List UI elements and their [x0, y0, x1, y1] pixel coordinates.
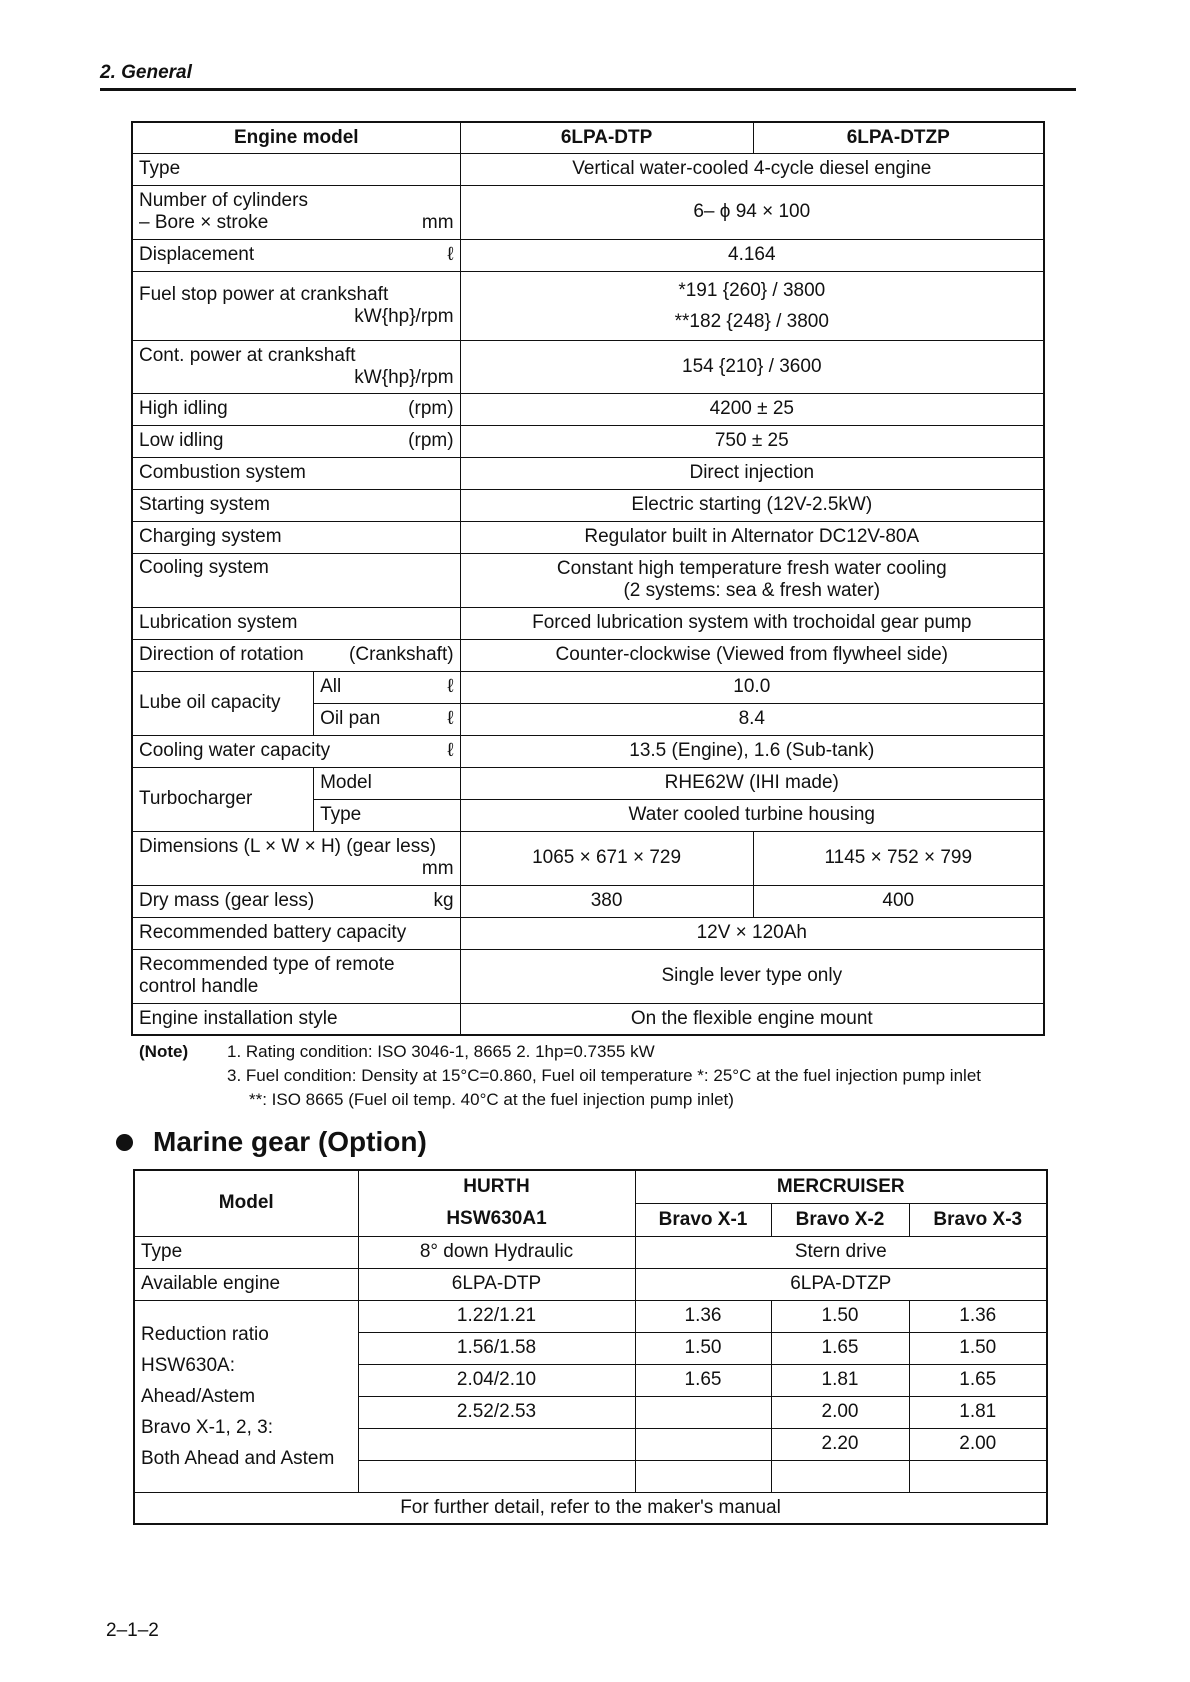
rotation-label-text: Direction of rotation — [139, 644, 304, 665]
fuel-stop-unit: kW{hp}/rpm — [354, 305, 454, 327]
cooling-water-label-text: Cooling water capacity — [139, 740, 331, 761]
ratio-cell: 1.81 — [771, 1364, 909, 1396]
dimensions-unit: mm — [421, 858, 454, 879]
turbo-model-label: Model — [314, 767, 461, 799]
displacement-unit: ℓ — [447, 244, 454, 265]
note-line-2: 3. Fuel condition: Density at 15°C=0.860, Fuel oil temperature *: 25°C at the fuel injection pump inlet — [227, 1066, 981, 1085]
remote-label-line2: control handle — [139, 976, 259, 997]
lube-pan-value: 8.4 — [460, 703, 1044, 735]
ratio-cell: 1.81 — [909, 1396, 1047, 1428]
low-idling-label — [132, 425, 460, 457]
ratio-cell: 2.00 — [771, 1396, 909, 1428]
lubrication-label: Lubrication system — [132, 607, 460, 639]
cooling-water-unit: ℓ — [447, 740, 454, 761]
ratio-label-line: HSW630A: — [141, 1354, 235, 1376]
dry-mass-a: 380 — [460, 885, 753, 917]
lube-pan-unit: ℓ — [447, 708, 454, 729]
lube-oil-label: Lube oil capacity — [132, 671, 314, 735]
type-label: Type — [132, 153, 460, 185]
bravo-x1-header: Bravo X-1 — [635, 1203, 771, 1236]
fuel-stop-label-text: Fuel stop power at crankshaft — [139, 283, 389, 305]
combustion-label: Combustion system — [132, 457, 460, 489]
high-idling-label — [132, 393, 460, 425]
rotation-unit: (Crankshaft) — [349, 644, 454, 665]
type-value: Vertical water-cooled 4-cycle diesel engine — [460, 153, 1044, 185]
turbo-model-value: RHE62W (IHI made) — [460, 767, 1044, 799]
fuel-stop-label — [132, 271, 460, 340]
remote-label — [132, 949, 460, 1003]
bravo-x3-header: Bravo X-3 — [909, 1203, 1047, 1236]
marine-gear-title-text: Marine gear (Option) — [153, 1126, 427, 1157]
displacement-label-text: Displacement — [139, 244, 255, 265]
available-engine-label: Available engine — [134, 1268, 358, 1300]
marine-gear-table — [133, 1169, 1048, 1525]
dry-mass-label-text: Dry mass (gear less) — [139, 890, 315, 911]
cooling-value-2: (2 systems: sea & fresh water) — [623, 580, 881, 601]
dimensions-b: 1145 × 752 × 799 — [753, 831, 1044, 885]
ratio-cell: 1.50 — [909, 1332, 1047, 1364]
dry-mass-b: 400 — [753, 885, 1044, 917]
ratio-cell: 2.52/2.53 — [358, 1396, 635, 1428]
engine-spec-table — [131, 121, 1045, 1036]
dimensions-label-text: Dimensions (L × W × H) (gear less) — [139, 836, 437, 857]
high-idling-unit: (rpm) — [408, 398, 454, 419]
reduction-ratio-label — [134, 1300, 358, 1492]
cylinders-label-line2: – Bore × stroke — [139, 212, 269, 233]
note-line-1: 1. Rating condition: ISO 3046-1, 8665 2. 1hp=0.7355 kW — [227, 1042, 655, 1061]
ratio-cell — [771, 1460, 909, 1492]
ratio-cell: 1.65 — [635, 1364, 771, 1396]
page-number: 2–1–2 — [106, 1620, 159, 1641]
gear-type-merc: Stern drive — [635, 1236, 1047, 1268]
gear-type-label: Type — [134, 1236, 358, 1268]
starting-label: Starting system — [132, 489, 460, 521]
gear-type-hurth: 8° down Hydraulic — [358, 1236, 635, 1268]
note-line-3: **: ISO 8665 (Fuel oil temp. 40°C at the fuel injection pump inlet) — [249, 1090, 734, 1109]
ratio-cell — [358, 1428, 635, 1460]
displacement-value: 4.164 — [460, 239, 1044, 271]
low-idling-label-text: Low idling — [139, 430, 224, 451]
ratio-label-line: Ahead/Astem — [141, 1385, 256, 1407]
ratio-cell: 1.50 — [771, 1300, 909, 1332]
charging-label: Charging system — [132, 521, 460, 553]
ratio-cell: 1.22/1.21 — [358, 1300, 635, 1332]
gear-model-header: Model — [134, 1170, 358, 1236]
installation-label: Engine installation style — [132, 1003, 460, 1035]
model-a-header: 6LPA-DTP — [460, 122, 753, 153]
ratio-cell: 1.56/1.58 — [358, 1332, 635, 1364]
model-b-header: 6LPA-DTZP — [753, 122, 1044, 153]
ratio-cell — [635, 1460, 771, 1492]
cont-power-value: 154 {210} / 3600 — [460, 340, 1044, 393]
ratio-label-line: Both Ahead and Astem — [141, 1447, 335, 1469]
ratio-label-line: Reduction ratio — [141, 1323, 269, 1345]
ratio-cell: 1.50 — [635, 1332, 771, 1364]
high-idling-value: 4200 ± 25 — [460, 393, 1044, 425]
mercruiser-header: MERCRUISER — [635, 1170, 1047, 1203]
cooling-water-value: 13.5 (Engine), 1.6 (Sub-tank) — [460, 735, 1044, 767]
cooling-value-1: Constant high temperature fresh water cooling — [556, 558, 947, 579]
turbocharger-label: Turbocharger — [132, 767, 314, 831]
rotation-value: Counter-clockwise (Viewed from flywheel side) — [460, 639, 1044, 671]
lube-pan-text: Oil pan — [320, 708, 381, 729]
dimensions-a: 1065 × 671 × 729 — [460, 831, 753, 885]
battery-label: Recommended battery capacity — [132, 917, 460, 949]
lube-all-value: 10.0 — [460, 671, 1044, 703]
hurth-model-header: HSW630A1 — [358, 1203, 635, 1236]
ratio-label-line: Bravo X-1, 2, 3: — [141, 1416, 274, 1438]
starting-value: Electric starting (12V-2.5kW) — [460, 489, 1044, 521]
cylinders-label-line1: Number of cylinders — [139, 190, 308, 211]
ratio-cell — [635, 1396, 771, 1428]
cont-power-label — [132, 340, 460, 393]
rotation-label — [132, 639, 460, 671]
turbo-type-value: Water cooled turbine housing — [460, 799, 1044, 831]
cont-power-label-text: Cont. power at crankshaft — [139, 344, 356, 366]
dry-mass-label — [132, 885, 460, 917]
ratio-cell: 1.65 — [771, 1332, 909, 1364]
high-idling-label-text: High idling — [139, 398, 228, 419]
ratio-cell: 2.00 — [909, 1428, 1047, 1460]
cylinders-label — [132, 185, 460, 239]
gear-footer-note: For further detail, refer to the maker's manual — [134, 1492, 1047, 1524]
cont-power-unit: kW{hp}/rpm — [354, 366, 454, 388]
bullet-icon — [116, 1134, 133, 1151]
engine-model-header: Engine model — [132, 122, 460, 153]
ratio-cell — [358, 1460, 635, 1492]
dry-mass-unit: kg — [433, 890, 454, 911]
turbo-type-label: Type — [314, 799, 461, 831]
remote-value: Single lever type only — [460, 949, 1044, 1003]
low-idling-value: 750 ± 25 — [460, 425, 1044, 457]
cooling-water-label — [132, 735, 460, 767]
lubrication-value: Forced lubrication system with trochoidal gear pump — [460, 607, 1044, 639]
ratio-cell: 2.04/2.10 — [358, 1364, 635, 1396]
ratio-cell: 1.36 — [909, 1300, 1047, 1332]
battery-value: 12V × 120Ah — [460, 917, 1044, 949]
fuel-stop-value-2: **182 {248} / 3800 — [674, 310, 829, 332]
low-idling-unit: (rpm) — [408, 430, 454, 451]
bravo-x2-header: Bravo X-2 — [771, 1203, 909, 1236]
lube-all-label — [314, 671, 461, 703]
lube-all-text: All — [320, 676, 342, 697]
charging-value: Regulator built in Alternator DC12V-80A — [460, 521, 1044, 553]
lube-pan-label — [314, 703, 461, 735]
available-engine-merc: 6LPA-DTZP — [635, 1268, 1047, 1300]
ratio-cell — [909, 1460, 1047, 1492]
hurth-header: HURTH — [358, 1170, 635, 1203]
ratio-cell: 1.65 — [909, 1364, 1047, 1396]
available-engine-hurth: 6LPA-DTP — [358, 1268, 635, 1300]
note-label: (Note) — [139, 1042, 189, 1061]
marine-gear-title — [116, 1126, 427, 1158]
installation-value: On the flexible engine mount — [460, 1003, 1044, 1035]
dimensions-label — [132, 831, 460, 885]
ratio-cell: 2.20 — [771, 1428, 909, 1460]
cylinders-value: 6– ϕ 94 × 100 — [460, 185, 1044, 239]
fuel-stop-value — [460, 271, 1044, 340]
section-header: 2. General — [100, 62, 1076, 91]
ratio-cell: 1.36 — [635, 1300, 771, 1332]
lube-all-unit: ℓ — [447, 676, 454, 697]
remote-label-line1: Recommended type of remote — [139, 954, 395, 975]
combustion-value: Direct injection — [460, 457, 1044, 489]
displacement-label — [132, 239, 460, 271]
ratio-cell — [635, 1428, 771, 1460]
cooling-value — [460, 553, 1044, 607]
fuel-stop-value-1: *191 {260} / 3800 — [678, 279, 826, 301]
cooling-label: Cooling system — [132, 553, 460, 607]
cylinders-unit: mm — [421, 212, 454, 233]
